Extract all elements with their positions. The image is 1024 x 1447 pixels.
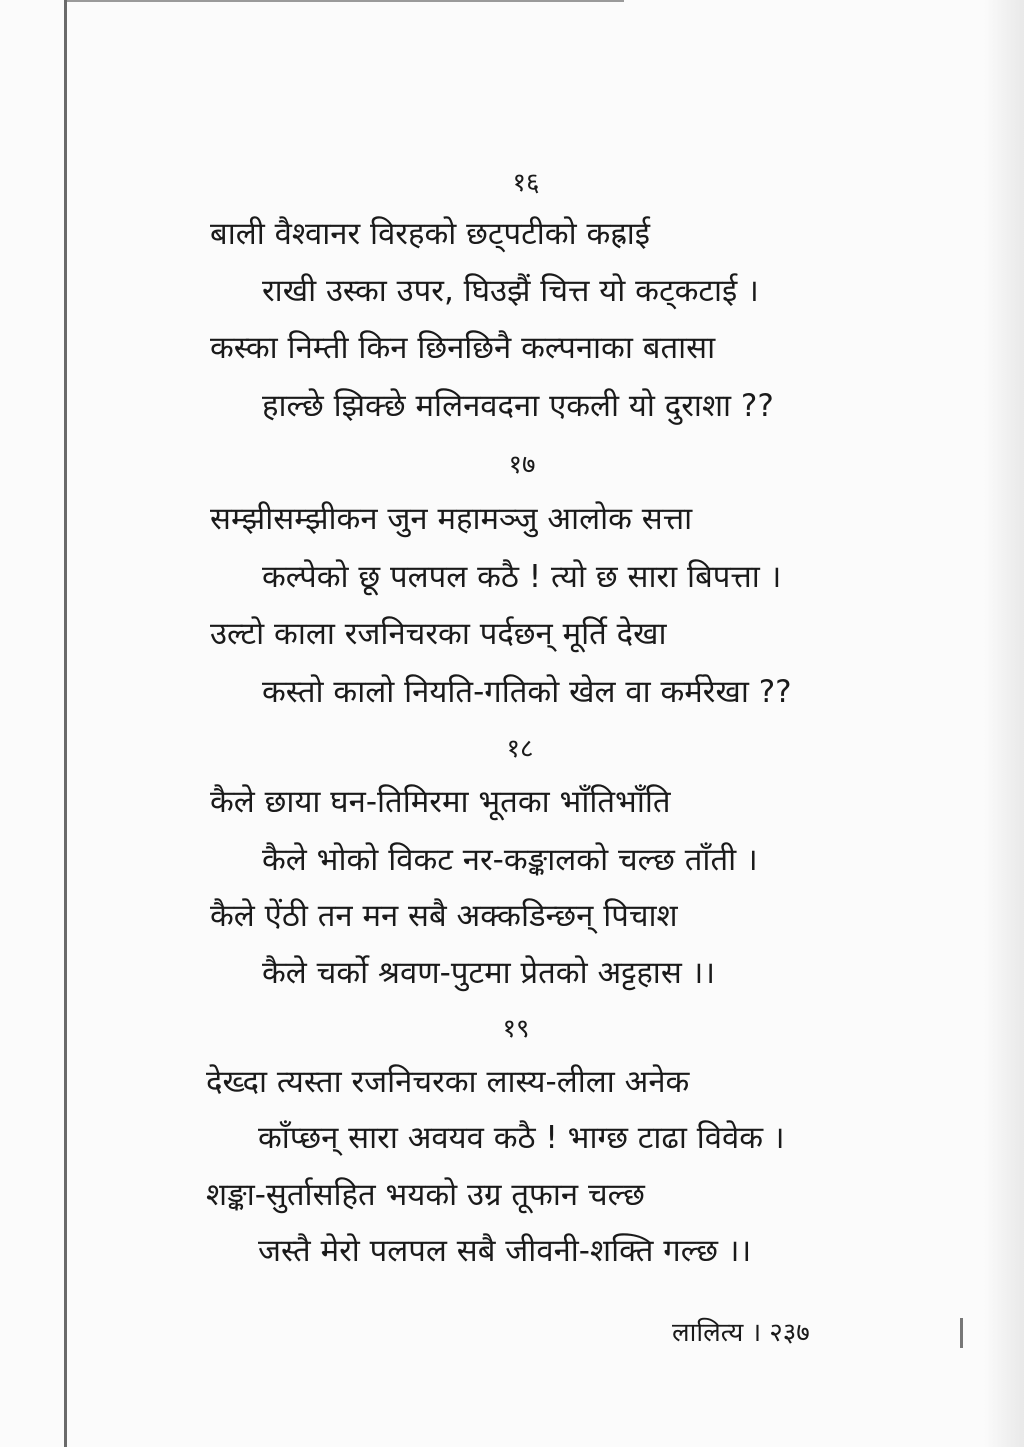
footer-page-number: २३७ <box>769 1318 810 1348</box>
right-margin-mark <box>960 1318 963 1348</box>
verse-line: कैले चर्को श्रवण-पुटमा प्रेतको अट्टहास ।। <box>262 955 716 991</box>
stanza-number-17: १७ <box>508 450 536 480</box>
verse-line: कैले ऐंठी तन मन सबै अक्कडिन्छन् पिचाश <box>210 898 678 934</box>
verse-line: बाली वैश्वानर विरहको छट्पटीको कह्राई <box>210 216 650 252</box>
verse-line: शङ्का-सुर्तासहित भयको उग्र तूफान चल्छ <box>206 1177 645 1213</box>
right-edge-shade <box>984 0 1024 1447</box>
verse-line: कैले छाया घन-तिमिरमा भूतका भाँतिभाँति <box>210 784 671 820</box>
verse-line: हाल्छे झिक्छे मलिनवदना एकली यो दुराशा ?? <box>262 388 774 424</box>
verse-line: राखी उस्का उपर, घिउझैं चित्त यो कट्कटाई । <box>262 273 759 309</box>
verse-line: कस्तो कालो नियति-गतिको खेल वा कर्मरेखा ?? <box>262 674 792 710</box>
verse-line: उल्टो काला रजनिचरका पर्दछन् मूर्ति देखा <box>210 616 667 652</box>
stanza-number-18: १८ <box>506 734 534 764</box>
top-edge-line <box>64 0 624 2</box>
verse-line: जस्तै मेरो पलपल सबै जीवनी-शक्ति गल्छ ।। <box>258 1233 752 1269</box>
verse-line: कल्पेको छू पलपल कठै ! त्यो छ सारा बिपत्ता । <box>262 559 782 595</box>
gutter-line <box>64 0 67 1447</box>
verse-line: कस्का निम्ती किन छिनछिनै कल्पनाका बतासा <box>210 330 716 366</box>
page-footer <box>672 1316 810 1350</box>
verse-line: सम्झीसम्झीकन जुन महामञ्जु आलोक सत्ता <box>210 501 693 537</box>
stanza-number-16: १६ <box>512 168 540 198</box>
footer-separator: । <box>751 1318 762 1348</box>
stanza-number-19: १९ <box>502 1014 530 1044</box>
verse-line: काँप्छन् सारा अवयव कठै ! भाग्छ टाढा विवेक । <box>258 1120 785 1156</box>
verse-line: देख्दा त्यस्ता रजनिचरका लास्य-लीला अनेक <box>206 1064 690 1100</box>
footer-book-title: लालित्य <box>672 1318 744 1348</box>
verse-line: कैले भोको विकट नर-कङ्कालको चल्छ ताँती । <box>262 842 758 878</box>
